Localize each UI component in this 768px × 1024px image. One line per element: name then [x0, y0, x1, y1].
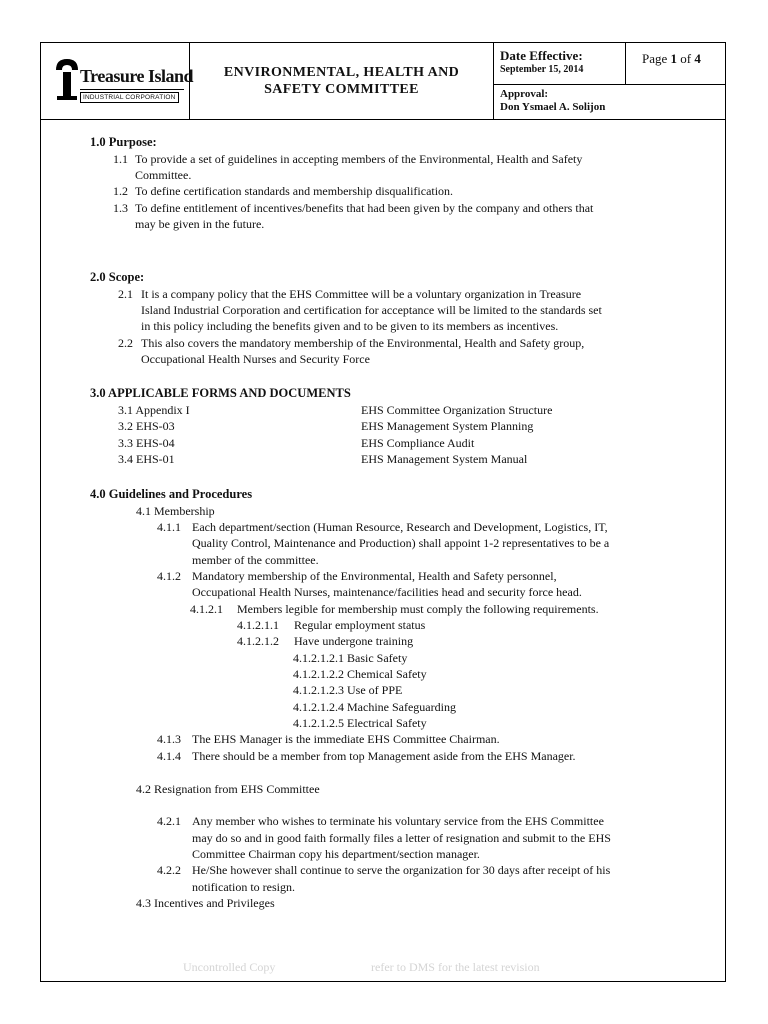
item-text: may be given in the future.: [135, 217, 265, 231]
training-item: 4.1.2.1.2.5 Electrical Safety: [293, 716, 427, 730]
training-item: 4.1.2.1.2.1 Basic Safety: [293, 651, 408, 665]
subsection-heading: 4.2 Resignation from EHS Committee: [136, 782, 320, 796]
form-code: 3.1 Appendix I: [118, 403, 190, 417]
form-name: EHS Management System Manual: [361, 452, 528, 466]
title-line-2: SAFETY COMMITTEE: [264, 81, 419, 97]
form-code: 3.4 EHS-01: [118, 452, 175, 466]
item-text: in this policy including the benefits given and to be given to its members as incentives.: [141, 319, 559, 333]
item-number: 4.1.2.1: [190, 602, 223, 616]
section-heading-purpose: 1.0 Purpose:: [90, 135, 157, 149]
item-number: 4.1.4: [157, 749, 181, 763]
page-of: of: [677, 51, 695, 66]
item-text: Any member who wishes to terminate his voluntary service from the EHS Committee: [192, 814, 604, 828]
approval-label: Approval:: [500, 88, 549, 100]
item-number: 4.2.1: [157, 814, 181, 828]
page-current: 1: [670, 51, 678, 66]
logo-text: Treasure Island: [80, 66, 194, 86]
logo-subtext: INDUSTRIAL CORPORATION: [80, 92, 179, 103]
approval-value: Don Ysmael A. Solijon: [500, 101, 606, 113]
form-name: EHS Management System Planning: [361, 419, 534, 433]
item-number: 1.1: [113, 152, 128, 166]
uncontrolled-copy-note: Uncontrolled Copy: [183, 960, 276, 974]
item-text: notification to resign.: [192, 880, 295, 894]
item-number: 4.1.1: [157, 520, 181, 534]
item-text: Have undergone training: [294, 634, 414, 648]
item-text: Quality Control, Maintenance and Production) shall appoint 1-2 representatives to be a: [192, 536, 610, 550]
form-name: EHS Compliance Audit: [361, 436, 475, 450]
item-number: 4.1.2.1.1: [237, 618, 279, 632]
date-effective-value: September 15, 2014: [500, 64, 584, 75]
document-title: [190, 42, 494, 120]
item-text: To provide a set of guidelines in accepting members of the Environmental, Health and Safety: [135, 152, 583, 166]
date-effective-label: Date Effective:: [500, 48, 583, 63]
form-code: 3.3 EHS-04: [118, 436, 175, 450]
item-number: 1.3: [113, 201, 128, 215]
item-number: 4.1.3: [157, 732, 181, 746]
item-text: Occupational Health Nurses, maintenance/facilities head and security force head.: [192, 585, 582, 599]
form-name: EHS Committee Organization Structure: [361, 403, 553, 417]
section-heading-scope: 2.0 Scope:: [90, 270, 145, 284]
item-text: There should be a member from top Management aside from the EHS Manager.: [192, 749, 576, 763]
document-header: [40, 42, 726, 120]
title-line-1: ENVIRONMENTAL, HEALTH AND: [223, 64, 460, 80]
item-text: This also covers the mandatory membership of the Environmental, Health and Safety group,: [141, 336, 585, 350]
form-code: 3.2 EHS-03: [118, 419, 175, 433]
item-number: 2.2: [118, 336, 133, 350]
item-number: 4.1.2.1.2: [237, 634, 279, 648]
item-text: It is a company policy that the EHS Committee will be a voluntary organization in Treasure: [141, 287, 582, 301]
item-text: To define certification standards and membership disqualification.: [135, 184, 454, 198]
item-text: Regular employment status: [294, 618, 426, 632]
subsection-heading: 4.3 Incentives and Privileges: [136, 896, 275, 910]
page-number-cell: [626, 42, 726, 85]
item-text: Island Industrial Corporation and certification for acceptance will be limited to the standards set: [141, 303, 602, 317]
item-number: 2.1: [118, 287, 133, 301]
item-text: Members legible for membership must comply the following requirements.: [237, 602, 599, 616]
item-text: Committee Chairman copy his department/section manager.: [192, 847, 480, 861]
item-text: Each department/section (Human Resource, Research and Development, Logistics, IT,: [192, 520, 608, 534]
training-item: 4.1.2.1.2.4 Machine Safeguarding: [293, 700, 456, 714]
company-logo: [52, 56, 194, 106]
item-text: Mandatory membership of the Environmental, Health and Safety personnel,: [192, 569, 557, 583]
section-heading-forms: 3.0 APPLICABLE FORMS AND DOCUMENTS: [90, 386, 351, 400]
page-prefix: Page: [642, 51, 671, 66]
item-text: member of the committee.: [192, 553, 319, 567]
logo-mark-icon: [52, 56, 82, 102]
item-number: 4.2.2: [157, 863, 181, 877]
subsection-heading: 4.1 Membership: [136, 504, 215, 518]
date-effective-cell: [494, 42, 626, 85]
item-text: may do so and in good faith formally files a letter of resignation and submit to the EHS: [192, 831, 611, 845]
page-total: 4: [694, 51, 701, 66]
section-heading-guidelines: 4.0 Guidelines and Procedures: [90, 487, 253, 501]
item-text: Committee.: [135, 168, 192, 182]
training-item: 4.1.2.1.2.2 Chemical Safety: [293, 667, 427, 681]
item-text: To define entitlement of incentives/benefits that had been given by the company and others that: [135, 201, 594, 215]
logo-cell: [40, 42, 194, 120]
approval-cell: [494, 85, 726, 120]
dms-revision-note: refer to DMS for the latest revision: [371, 960, 540, 974]
item-text: He/She however shall continue to serve the organization for 30 days after receipt of his: [192, 863, 611, 877]
logo-underline: [80, 89, 184, 90]
item-number: 1.2: [113, 184, 128, 198]
item-text: The EHS Manager is the immediate EHS Committee Chairman.: [192, 732, 500, 746]
item-text: Occupational Health Nurses and Security Force: [141, 352, 370, 366]
training-item: 4.1.2.1.2.3 Use of PPE: [293, 683, 403, 697]
item-number: 4.1.2: [157, 569, 181, 583]
